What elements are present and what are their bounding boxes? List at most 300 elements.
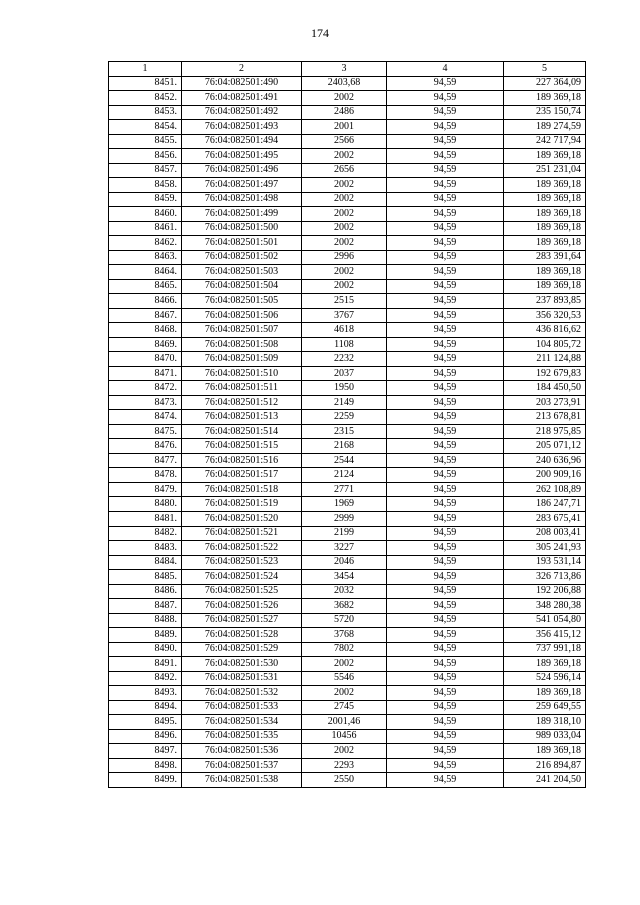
area-cell: 2293 <box>302 758 387 773</box>
area-cell: 2002 <box>302 657 387 672</box>
cadastral-number-cell: 76:04:082501:504 <box>182 279 302 294</box>
rate-cell: 94,59 <box>387 236 504 251</box>
row-number-cell: 8452. <box>109 91 182 106</box>
row-number-cell: 8482. <box>109 526 182 541</box>
area-cell: 2199 <box>302 526 387 541</box>
row-number-cell: 8468. <box>109 323 182 338</box>
table-row <box>109 163 586 178</box>
area-cell: 3767 <box>302 308 387 323</box>
value-cell: 326 713,86 <box>504 570 586 585</box>
row-number-cell: 8498. <box>109 758 182 773</box>
row-number-cell: 8475. <box>109 424 182 439</box>
cadastral-number-cell: 76:04:082501:507 <box>182 323 302 338</box>
value-cell: 262 108,89 <box>504 482 586 497</box>
area-cell: 2002 <box>302 279 387 294</box>
area-cell: 2999 <box>302 511 387 526</box>
table-row <box>109 744 586 759</box>
row-number-cell: 8494. <box>109 700 182 715</box>
table-row <box>109 468 586 483</box>
table-header-row <box>109 62 586 77</box>
rate-cell: 94,59 <box>387 366 504 381</box>
row-number-cell: 8476. <box>109 439 182 454</box>
cadastral-number-cell: 76:04:082501:503 <box>182 265 302 280</box>
rate-cell: 94,59 <box>387 570 504 585</box>
row-number-cell: 8495. <box>109 715 182 730</box>
rate-cell: 94,59 <box>387 265 504 280</box>
cadastral-number-cell: 76:04:082501:492 <box>182 105 302 120</box>
rate-cell: 94,59 <box>387 526 504 541</box>
rate-cell: 94,59 <box>387 424 504 439</box>
cadastral-number-cell: 76:04:082501:537 <box>182 758 302 773</box>
table-row <box>109 628 586 643</box>
value-cell: 104 805,72 <box>504 337 586 352</box>
rate-cell: 94,59 <box>387 729 504 744</box>
table-row <box>109 395 586 410</box>
area-cell: 7802 <box>302 642 387 657</box>
rate-cell: 94,59 <box>387 91 504 106</box>
rate-cell: 94,59 <box>387 163 504 178</box>
cadastral-number-cell: 76:04:082501:494 <box>182 134 302 149</box>
area-cell: 2486 <box>302 105 387 120</box>
area-cell: 2001,46 <box>302 715 387 730</box>
row-number-cell: 8472. <box>109 381 182 396</box>
table-row <box>109 482 586 497</box>
rate-cell: 94,59 <box>387 178 504 193</box>
table-row <box>109 178 586 193</box>
value-cell: 216 894,87 <box>504 758 586 773</box>
cadastral-number-cell: 76:04:082501:520 <box>182 511 302 526</box>
cadastral-number-cell: 76:04:082501:524 <box>182 570 302 585</box>
table-row <box>109 642 586 657</box>
cadastral-number-cell: 76:04:082501:502 <box>182 250 302 265</box>
data-table <box>108 61 586 788</box>
table-row <box>109 526 586 541</box>
rate-cell: 94,59 <box>387 642 504 657</box>
table-row <box>109 657 586 672</box>
area-cell: 1969 <box>302 497 387 512</box>
cadastral-number-cell: 76:04:082501:495 <box>182 149 302 164</box>
cadastral-number-cell: 76:04:082501:493 <box>182 120 302 135</box>
table-row <box>109 424 586 439</box>
value-cell: 189 369,18 <box>504 91 586 106</box>
table-row <box>109 294 586 309</box>
table-row <box>109 700 586 715</box>
table-row <box>109 250 586 265</box>
rate-cell: 94,59 <box>387 773 504 788</box>
value-cell: 348 280,38 <box>504 599 586 614</box>
area-cell: 2149 <box>302 395 387 410</box>
cadastral-number-cell: 76:04:082501:536 <box>182 744 302 759</box>
row-number-cell: 8488. <box>109 613 182 628</box>
area-cell: 2566 <box>302 134 387 149</box>
table-row <box>109 410 586 425</box>
value-cell: 242 717,94 <box>504 134 586 149</box>
cadastral-number-cell: 76:04:082501:501 <box>182 236 302 251</box>
cadastral-number-cell: 76:04:082501:531 <box>182 671 302 686</box>
value-cell: 305 241,93 <box>504 541 586 556</box>
row-number-cell: 8491. <box>109 657 182 672</box>
rate-cell: 94,59 <box>387 279 504 294</box>
table-row <box>109 729 586 744</box>
cadastral-number-cell: 76:04:082501:490 <box>182 76 302 91</box>
row-number-cell: 8485. <box>109 570 182 585</box>
row-number-cell: 8486. <box>109 584 182 599</box>
area-cell: 2001 <box>302 120 387 135</box>
area-cell: 2002 <box>302 221 387 236</box>
row-number-cell: 8458. <box>109 178 182 193</box>
row-number-cell: 8480. <box>109 497 182 512</box>
cadastral-number-cell: 76:04:082501:517 <box>182 468 302 483</box>
area-cell: 2002 <box>302 686 387 701</box>
cadastral-number-cell: 76:04:082501:529 <box>182 642 302 657</box>
row-number-cell: 8459. <box>109 192 182 207</box>
value-cell: 235 150,74 <box>504 105 586 120</box>
area-cell: 2315 <box>302 424 387 439</box>
value-cell: 189 369,18 <box>504 178 586 193</box>
table-row <box>109 265 586 280</box>
value-cell: 241 204,50 <box>504 773 586 788</box>
value-cell: 189 369,18 <box>504 279 586 294</box>
value-cell: 283 391,64 <box>504 250 586 265</box>
row-number-cell: 8492. <box>109 671 182 686</box>
table-row <box>109 453 586 468</box>
cadastral-number-cell: 76:04:082501:526 <box>182 599 302 614</box>
row-number-cell: 8465. <box>109 279 182 294</box>
cadastral-number-cell: 76:04:082501:527 <box>182 613 302 628</box>
value-cell: 213 678,81 <box>504 410 586 425</box>
value-cell: 211 124,88 <box>504 352 586 367</box>
area-cell: 2046 <box>302 555 387 570</box>
value-cell: 189 369,18 <box>504 686 586 701</box>
value-cell: 189 274,59 <box>504 120 586 135</box>
cadastral-number-cell: 76:04:082501:512 <box>182 395 302 410</box>
cadastral-number-cell: 76:04:082501:535 <box>182 729 302 744</box>
cadastral-number-cell: 76:04:082501:513 <box>182 410 302 425</box>
row-number-cell: 8489. <box>109 628 182 643</box>
area-cell: 2032 <box>302 584 387 599</box>
value-cell: 237 893,85 <box>504 294 586 309</box>
row-number-cell: 8461. <box>109 221 182 236</box>
row-number-cell: 8451. <box>109 76 182 91</box>
value-cell: 184 450,50 <box>504 381 586 396</box>
row-number-cell: 8474. <box>109 410 182 425</box>
value-cell: 189 369,18 <box>504 207 586 222</box>
rate-cell: 94,59 <box>387 541 504 556</box>
table-row <box>109 91 586 106</box>
table-row <box>109 352 586 367</box>
rate-cell: 94,59 <box>387 468 504 483</box>
header-cell-1: 1 <box>109 62 182 77</box>
value-cell: 524 596,14 <box>504 671 586 686</box>
area-cell: 2168 <box>302 439 387 454</box>
cadastral-number-cell: 76:04:082501:518 <box>182 482 302 497</box>
table-row <box>109 279 586 294</box>
cadastral-number-cell: 76:04:082501:498 <box>182 192 302 207</box>
cadastral-number-cell: 76:04:082501:491 <box>182 91 302 106</box>
area-cell: 5546 <box>302 671 387 686</box>
cadastral-number-cell: 76:04:082501:497 <box>182 178 302 193</box>
table-row <box>109 511 586 526</box>
table-row <box>109 366 586 381</box>
area-cell: 2745 <box>302 700 387 715</box>
rate-cell: 94,59 <box>387 323 504 338</box>
rate-cell: 94,59 <box>387 700 504 715</box>
cadastral-number-cell: 76:04:082501:499 <box>182 207 302 222</box>
row-number-cell: 8493. <box>109 686 182 701</box>
cadastral-number-cell: 76:04:082501:515 <box>182 439 302 454</box>
cadastral-number-cell: 76:04:082501:516 <box>182 453 302 468</box>
table-row <box>109 149 586 164</box>
row-number-cell: 8469. <box>109 337 182 352</box>
value-cell: 189 369,18 <box>504 744 586 759</box>
rate-cell: 94,59 <box>387 497 504 512</box>
row-number-cell: 8454. <box>109 120 182 135</box>
area-cell: 2656 <box>302 163 387 178</box>
table-row <box>109 686 586 701</box>
table-row <box>109 584 586 599</box>
rate-cell: 94,59 <box>387 337 504 352</box>
rate-cell: 94,59 <box>387 628 504 643</box>
row-number-cell: 8479. <box>109 482 182 497</box>
cadastral-number-cell: 76:04:082501:500 <box>182 221 302 236</box>
row-number-cell: 8484. <box>109 555 182 570</box>
value-cell: 989 033,04 <box>504 729 586 744</box>
rate-cell: 94,59 <box>387 221 504 236</box>
area-cell: 4618 <box>302 323 387 338</box>
value-cell: 251 231,04 <box>504 163 586 178</box>
value-cell: 189 369,18 <box>504 657 586 672</box>
cadastral-number-cell: 76:04:082501:508 <box>182 337 302 352</box>
value-cell: 227 364,09 <box>504 76 586 91</box>
rate-cell: 94,59 <box>387 613 504 628</box>
cadastral-number-cell: 76:04:082501:510 <box>182 366 302 381</box>
area-cell: 2002 <box>302 192 387 207</box>
rate-cell: 94,59 <box>387 758 504 773</box>
rate-cell: 94,59 <box>387 192 504 207</box>
row-number-cell: 8496. <box>109 729 182 744</box>
area-cell: 1108 <box>302 337 387 352</box>
rate-cell: 94,59 <box>387 453 504 468</box>
area-cell: 2232 <box>302 352 387 367</box>
rate-cell: 94,59 <box>387 149 504 164</box>
rate-cell: 94,59 <box>387 599 504 614</box>
row-number-cell: 8473. <box>109 395 182 410</box>
value-cell: 541 054,80 <box>504 613 586 628</box>
table-row <box>109 192 586 207</box>
area-cell: 2996 <box>302 250 387 265</box>
table-row <box>109 76 586 91</box>
table-row <box>109 105 586 120</box>
table-row <box>109 381 586 396</box>
area-cell: 2002 <box>302 149 387 164</box>
row-number-cell: 8470. <box>109 352 182 367</box>
row-number-cell: 8499. <box>109 773 182 788</box>
area-cell: 2771 <box>302 482 387 497</box>
area-cell: 2002 <box>302 236 387 251</box>
table-row <box>109 308 586 323</box>
row-number-cell: 8481. <box>109 511 182 526</box>
rate-cell: 94,59 <box>387 511 504 526</box>
table-row <box>109 758 586 773</box>
cadastral-number-cell: 76:04:082501:534 <box>182 715 302 730</box>
area-cell: 2124 <box>302 468 387 483</box>
header-cell-3: 3 <box>302 62 387 77</box>
row-number-cell: 8453. <box>109 105 182 120</box>
header-cell-2: 2 <box>182 62 302 77</box>
row-number-cell: 8455. <box>109 134 182 149</box>
cadastral-number-cell: 76:04:082501:519 <box>182 497 302 512</box>
area-cell: 5720 <box>302 613 387 628</box>
row-number-cell: 8457. <box>109 163 182 178</box>
rate-cell: 94,59 <box>387 686 504 701</box>
page-number: 174 <box>311 26 329 40</box>
rate-cell: 94,59 <box>387 207 504 222</box>
table-row <box>109 773 586 788</box>
header-cell-4: 4 <box>387 62 504 77</box>
cadastral-number-cell: 76:04:082501:509 <box>182 352 302 367</box>
row-number-cell: 8462. <box>109 236 182 251</box>
rate-cell: 94,59 <box>387 657 504 672</box>
row-number-cell: 8464. <box>109 265 182 280</box>
row-number-cell: 8487. <box>109 599 182 614</box>
area-cell: 2515 <box>302 294 387 309</box>
value-cell: 259 649,55 <box>504 700 586 715</box>
rate-cell: 94,59 <box>387 555 504 570</box>
rate-cell: 94,59 <box>387 120 504 135</box>
value-cell: 203 273,91 <box>504 395 586 410</box>
rate-cell: 94,59 <box>387 294 504 309</box>
value-cell: 205 071,12 <box>504 439 586 454</box>
cadastral-number-cell: 76:04:082501:530 <box>182 657 302 672</box>
table-row <box>109 236 586 251</box>
value-cell: 240 636,96 <box>504 453 586 468</box>
area-cell: 3768 <box>302 628 387 643</box>
value-cell: 356 320,53 <box>504 308 586 323</box>
area-cell: 3227 <box>302 541 387 556</box>
area-cell: 1950 <box>302 381 387 396</box>
rate-cell: 94,59 <box>387 308 504 323</box>
table-row <box>109 715 586 730</box>
value-cell: 192 679,83 <box>504 366 586 381</box>
table-row <box>109 120 586 135</box>
area-cell: 10456 <box>302 729 387 744</box>
area-cell: 3454 <box>302 570 387 585</box>
cadastral-number-cell: 76:04:082501:528 <box>182 628 302 643</box>
rate-cell: 94,59 <box>387 715 504 730</box>
cadastral-number-cell: 76:04:082501:523 <box>182 555 302 570</box>
row-number-cell: 8497. <box>109 744 182 759</box>
rate-cell: 94,59 <box>387 76 504 91</box>
area-cell: 2037 <box>302 366 387 381</box>
header-cell-5: 5 <box>504 62 586 77</box>
area-cell: 2544 <box>302 453 387 468</box>
value-cell: 189 369,18 <box>504 192 586 207</box>
value-cell: 737 991,18 <box>504 642 586 657</box>
cadastral-number-cell: 76:04:082501:538 <box>182 773 302 788</box>
table-row <box>109 207 586 222</box>
table-row <box>109 323 586 338</box>
row-number-cell: 8456. <box>109 149 182 164</box>
row-number-cell: 8467. <box>109 308 182 323</box>
row-number-cell: 8483. <box>109 541 182 556</box>
table-row <box>109 221 586 236</box>
value-cell: 189 369,18 <box>504 149 586 164</box>
value-cell: 189 318,10 <box>504 715 586 730</box>
rate-cell: 94,59 <box>387 410 504 425</box>
rate-cell: 94,59 <box>387 250 504 265</box>
area-cell: 2002 <box>302 207 387 222</box>
cadastral-number-cell: 76:04:082501:521 <box>182 526 302 541</box>
cadastral-number-cell: 76:04:082501:505 <box>182 294 302 309</box>
row-number-cell: 8471. <box>109 366 182 381</box>
rate-cell: 94,59 <box>387 744 504 759</box>
rate-cell: 94,59 <box>387 105 504 120</box>
table-row <box>109 613 586 628</box>
value-cell: 218 975,85 <box>504 424 586 439</box>
row-number-cell: 8466. <box>109 294 182 309</box>
table-row <box>109 439 586 454</box>
row-number-cell: 8477. <box>109 453 182 468</box>
table-row <box>109 134 586 149</box>
value-cell: 208 003,41 <box>504 526 586 541</box>
cadastral-number-cell: 76:04:082501:522 <box>182 541 302 556</box>
table-row <box>109 497 586 512</box>
value-cell: 189 369,18 <box>504 221 586 236</box>
cadastral-number-cell: 76:04:082501:496 <box>182 163 302 178</box>
table-row <box>109 541 586 556</box>
rate-cell: 94,59 <box>387 134 504 149</box>
table-row <box>109 599 586 614</box>
row-number-cell: 8490. <box>109 642 182 657</box>
area-cell: 2002 <box>302 744 387 759</box>
value-cell: 192 206,88 <box>504 584 586 599</box>
area-cell: 2403,68 <box>302 76 387 91</box>
area-cell: 2002 <box>302 265 387 280</box>
row-number-cell: 8463. <box>109 250 182 265</box>
rate-cell: 94,59 <box>387 352 504 367</box>
rate-cell: 94,59 <box>387 439 504 454</box>
table-row <box>109 555 586 570</box>
cadastral-number-cell: 76:04:082501:532 <box>182 686 302 701</box>
area-cell: 2002 <box>302 91 387 106</box>
table-row <box>109 671 586 686</box>
value-cell: 200 909,16 <box>504 468 586 483</box>
value-cell: 436 816,62 <box>504 323 586 338</box>
cadastral-number-cell: 76:04:082501:525 <box>182 584 302 599</box>
value-cell: 186 247,71 <box>504 497 586 512</box>
value-cell: 189 369,18 <box>504 236 586 251</box>
rate-cell: 94,59 <box>387 395 504 410</box>
value-cell: 283 675,41 <box>504 511 586 526</box>
value-cell: 189 369,18 <box>504 265 586 280</box>
area-cell: 2002 <box>302 178 387 193</box>
rate-cell: 94,59 <box>387 381 504 396</box>
rate-cell: 94,59 <box>387 671 504 686</box>
row-number-cell: 8460. <box>109 207 182 222</box>
value-cell: 356 415,12 <box>504 628 586 643</box>
rate-cell: 94,59 <box>387 482 504 497</box>
value-cell: 193 531,14 <box>504 555 586 570</box>
cadastral-number-cell: 76:04:082501:514 <box>182 424 302 439</box>
cadastral-number-cell: 76:04:082501:533 <box>182 700 302 715</box>
area-cell: 3682 <box>302 599 387 614</box>
table-row <box>109 570 586 585</box>
cadastral-number-cell: 76:04:082501:506 <box>182 308 302 323</box>
row-number-cell: 8478. <box>109 468 182 483</box>
area-cell: 2550 <box>302 773 387 788</box>
cadastral-number-cell: 76:04:082501:511 <box>182 381 302 396</box>
rate-cell: 94,59 <box>387 584 504 599</box>
